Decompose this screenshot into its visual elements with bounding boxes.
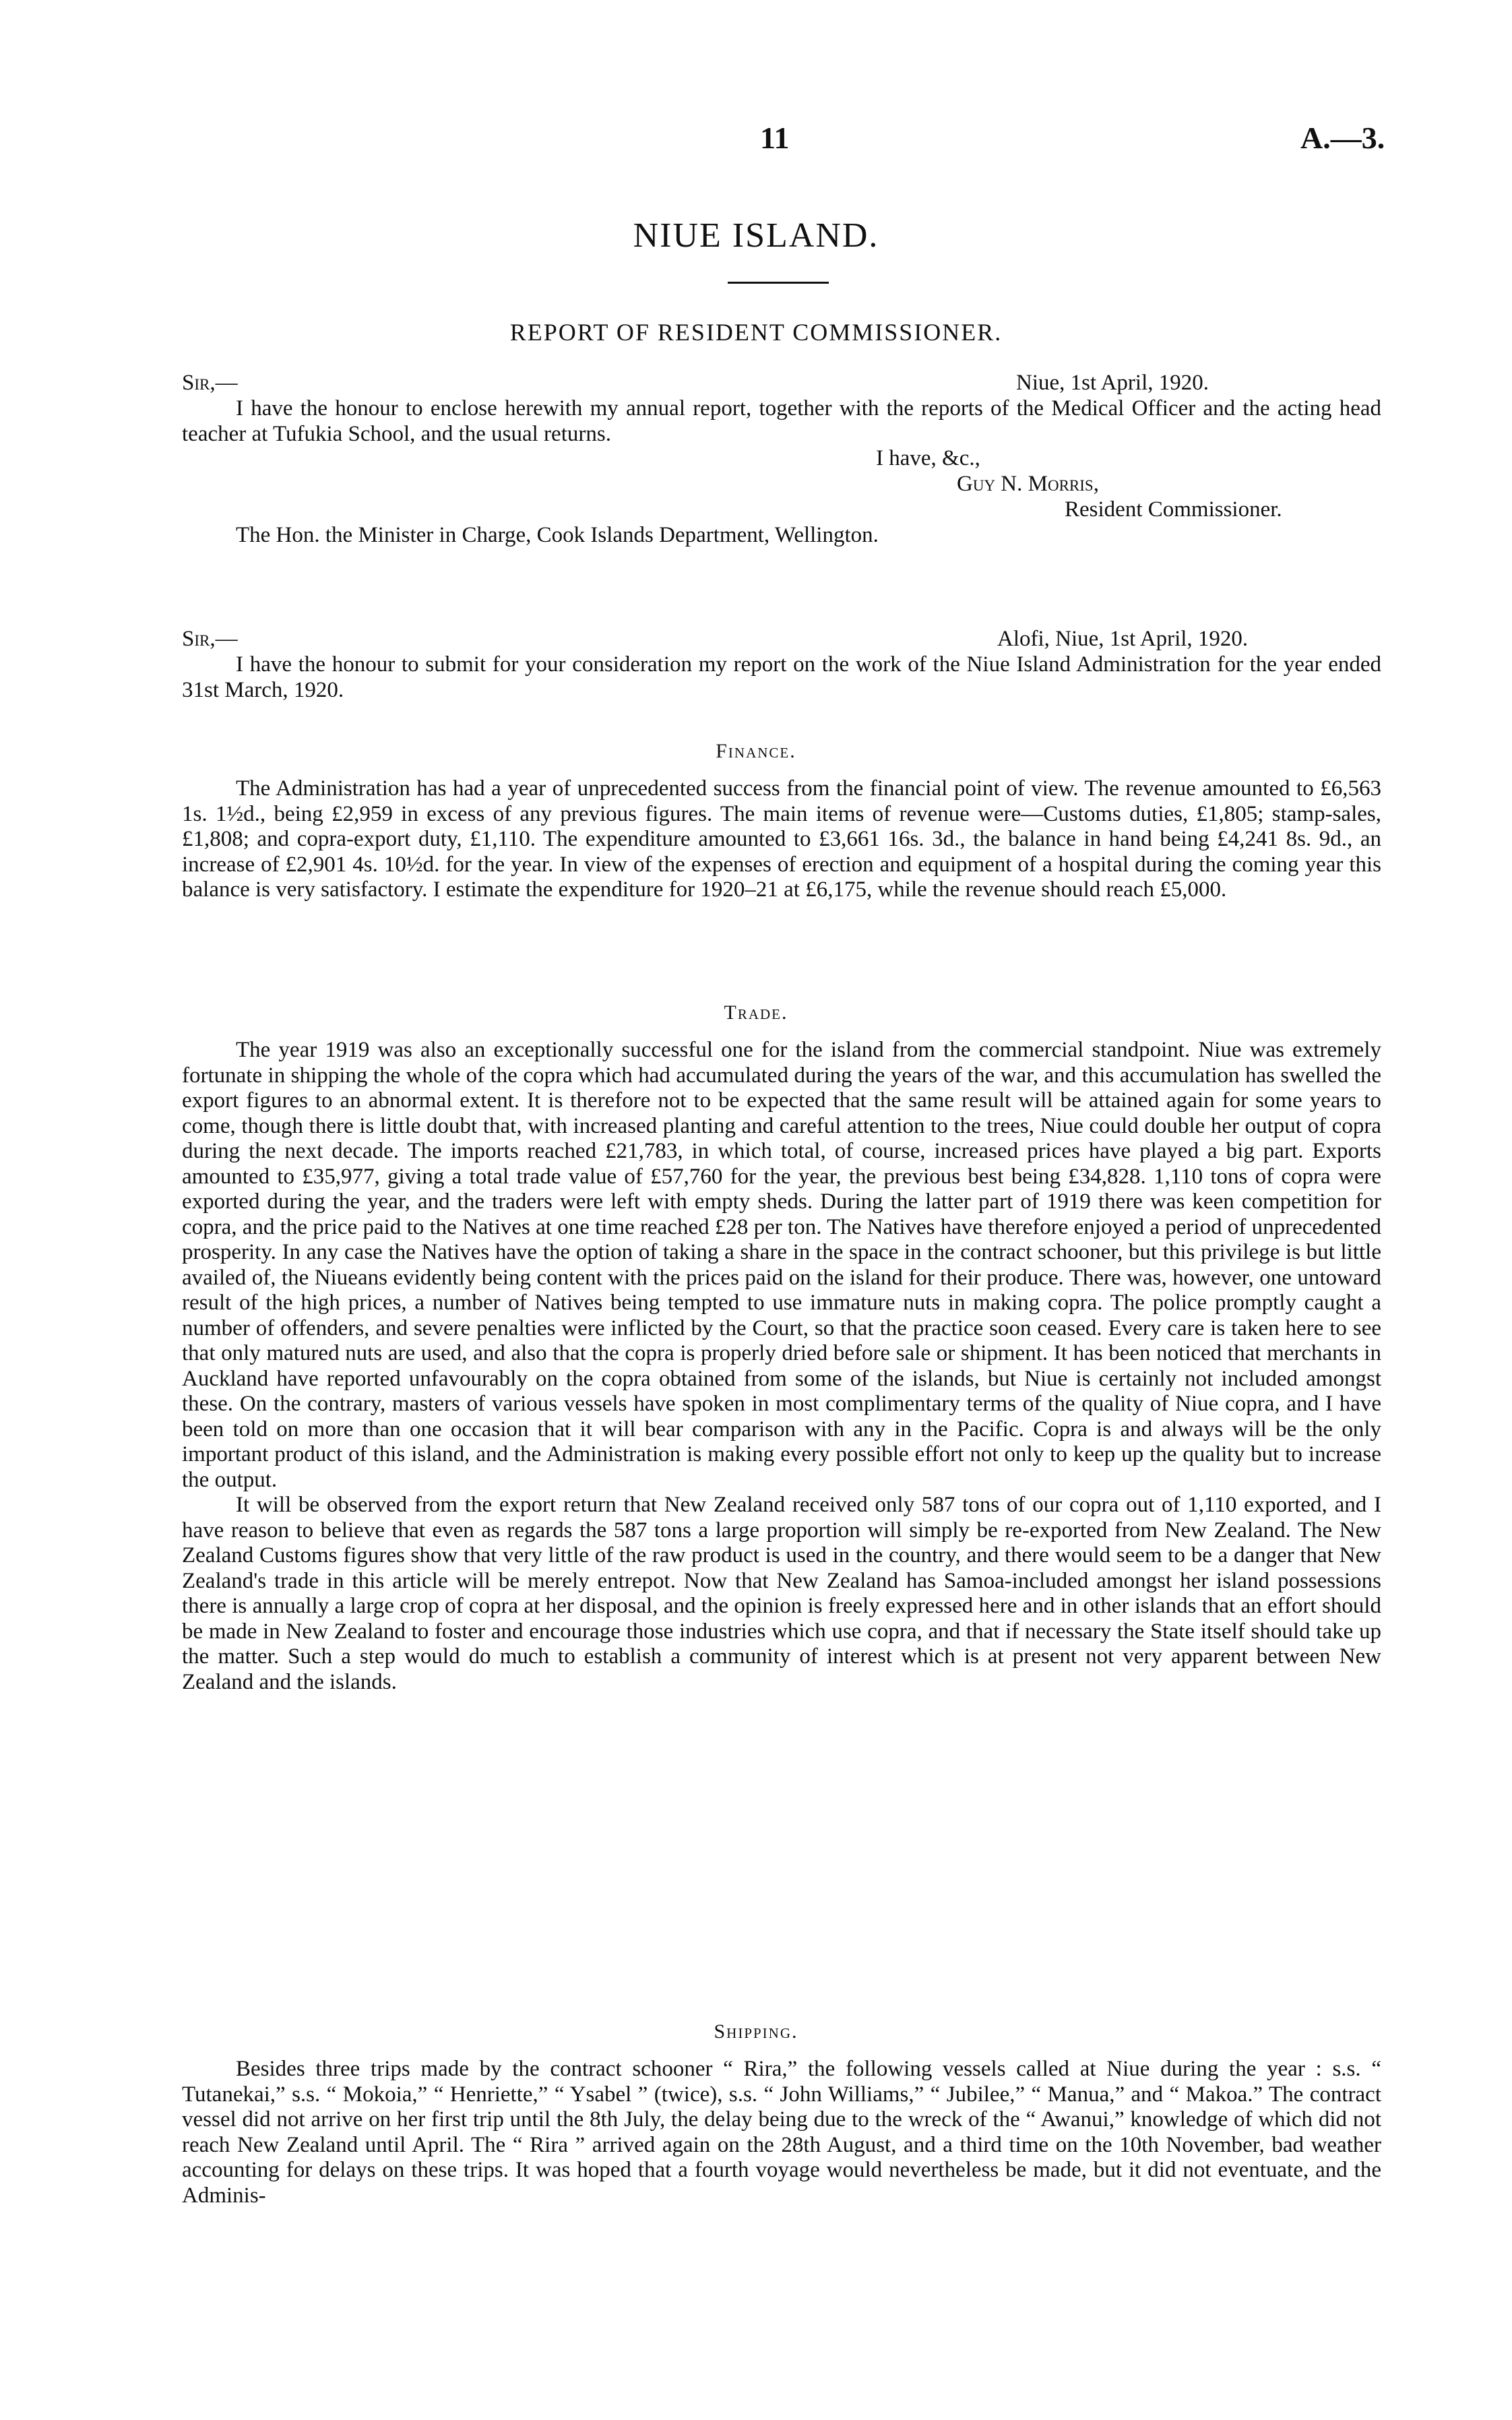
letter1-body bbox=[182, 396, 1381, 447]
trade-section bbox=[182, 1038, 1381, 1695]
trade-heading: Trade. bbox=[724, 1001, 788, 1024]
letter1-signatory-title: Resident Commissioner. bbox=[1065, 497, 1282, 522]
trade-paragraph: The year 1919 was also an exceptionally successful one for the island from the commercial standpoint. Niue was extremely fortunate in shipping the whole of the copra which had accumulated during the years of the war, and this accumulation has swelled the export figures to an abnormal extent. It is therefore not to be expected that the same result will be attained again for some years to come, though there is little doubt that, with increased planting and careful attention to the trees, Niue could double her output of copra during the next decade. The imports reached £21,783, in which total, of course, increased prices have played a big part. Exports amounted to £35,977, giving a total trade value of £57,760 for the year, the previous best being £34,828. 1,110 tons of copra were exported during the year, and the traders were left with empty sheds. During the latter part of 1919 there was keen competition for copra, and the price paid to the Natives at one time reached £28 per ton. The Natives have therefore enjoyed a period of unprecedented prosperity. In any case the Natives have the option of taking a share in the space in the contract schooner, but this privilege is but little availed of, the Niueans evidently being content with the prices paid on the island for their produce. There was, however, one untoward result of the high prices, a number of Natives being tempted to use immature nuts in making copra. The police promptly caught a number of offenders, and severe penalties were inflicted by the Court, so that the practice soon ceased. Every care is taken here to see that only matured nuts are used, and also that the copra is properly dried before sale or shipment. It has been noticed that merchants in Auckland have reported unfavourably on the copra obtained from some of the islands, but Niue is certainly not included amongst these. On the contrary, masters of various vessels have spoken in most complimentary terms of the quality of Niue copra, and I have been told on more than one occasion that it will bear comparison with any in the Pacific. Copra is and always will be the only important product of this island, and the Administration is making every possible effort not only to keep up the quality but to increase the output. bbox=[182, 1038, 1381, 1492]
letter1-signatory: Guy N. Morris, bbox=[957, 472, 1099, 496]
letter1-addressee: The Hon. the Minister in Charge, Cook Islands Department, Wellington. bbox=[236, 523, 879, 547]
letter1-place-date: Niue, 1st April, 1920. bbox=[1016, 371, 1209, 395]
letter2-body-text: I have the honour to submit for your consideration my report on the work of the Niue Island Administration for the year ended 31st March, 1920. bbox=[182, 652, 1381, 702]
letter1-closing: I have, &c., bbox=[876, 446, 980, 470]
finance-paragraph: The Administration has had a year of unprecedented success from the financial point of view. The revenue amounted to £6,563 1s. 1½d., being £2,959 in excess of any previous figures. The main items of revenue were—Customs duties, £1,805; stamp-sales, £1,808; and copra-export duty, £1,110. The expenditure amounted to £3,661 16s. 3d., the balance in hand being £4,241 8s. 9d., an increase of £2,901 4s. 10½d. for the year. In view of the expenses of erection and equipment of a hospital during the coming year this balance is very satisfactory. I estimate the expenditure for 1920–21 at £6,175, while the revenue should reach £5,000. bbox=[182, 776, 1381, 902]
finance-section bbox=[182, 776, 1381, 903]
letter2-salutation: Sir,— bbox=[182, 627, 238, 651]
document-reference: A.—3. bbox=[1300, 121, 1385, 155]
title-divider bbox=[728, 282, 829, 284]
shipping-section bbox=[182, 2057, 1381, 2208]
page-number: 11 bbox=[760, 121, 790, 155]
page-title: NIUE ISLAND. bbox=[633, 216, 879, 255]
letter1-body-text: I have the honour to enclose herewith my annual report, together with the reports of the Medical Officer and the acting head teacher at Tufukia School, and the usual returns. bbox=[182, 396, 1381, 446]
letter1-salutation: Sir,— bbox=[182, 371, 238, 395]
letter2-body bbox=[182, 652, 1381, 703]
letter2-place-date: Alofi, Niue, 1st April, 1920. bbox=[997, 627, 1249, 651]
shipping-heading: Shipping. bbox=[714, 2020, 798, 2043]
shipping-paragraph: Besides three trips made by the contract schooner “ Rira,” the following vessels called at Niue during the year : s.s. “ Tutanekai,” s.s. “ Mokoia,” “ Henriette,” “ Ysabel ” (twice), s.s. “ John Williams,” “ Jubilee,” “ Manua,” and “ Makoa.” The contract vessel did not arrive on her first trip until the 8th July, the delay being due to the wreck of the “ Awanui,” knowledge of which did not reach New Zealand until April. The “ Rira ” arrived again on the 28th August, and a third time on the 10th November, bad weather accounting for delays on these trips. It was hoped that a fourth voyage would nevertheless be made, but it did not eventuate, and the Adminis- bbox=[182, 2057, 1381, 2208]
finance-heading: Finance. bbox=[716, 740, 796, 762]
trade-paragraph: It will be observed from the export return that New Zealand received only 587 tons of our copra out of 1,110 exported, and I have reason to believe that even as regards the 587 tons a large proportion will simply be re-exported from New Zealand. The New Zealand Customs figures show that very little of the raw product is used in the country, and there would seem to be a danger that New Zealand's trade in this article will be merely entrepot. Now that New Zealand has Samoa-included amongst her island possessions there is annually a large crop of copra at her disposal, and the opinion is freely expressed here and in other islands that an effort should be made in New Zealand to foster and encourage those industries which use copra, and that if necessary the State itself should take up the matter. Such a step would do much to establish a community of interest which is at present not very apparent between New Zealand and the islands. bbox=[182, 1493, 1381, 1694]
report-subtitle: REPORT OF RESIDENT COMMISSIONER. bbox=[509, 319, 1003, 346]
